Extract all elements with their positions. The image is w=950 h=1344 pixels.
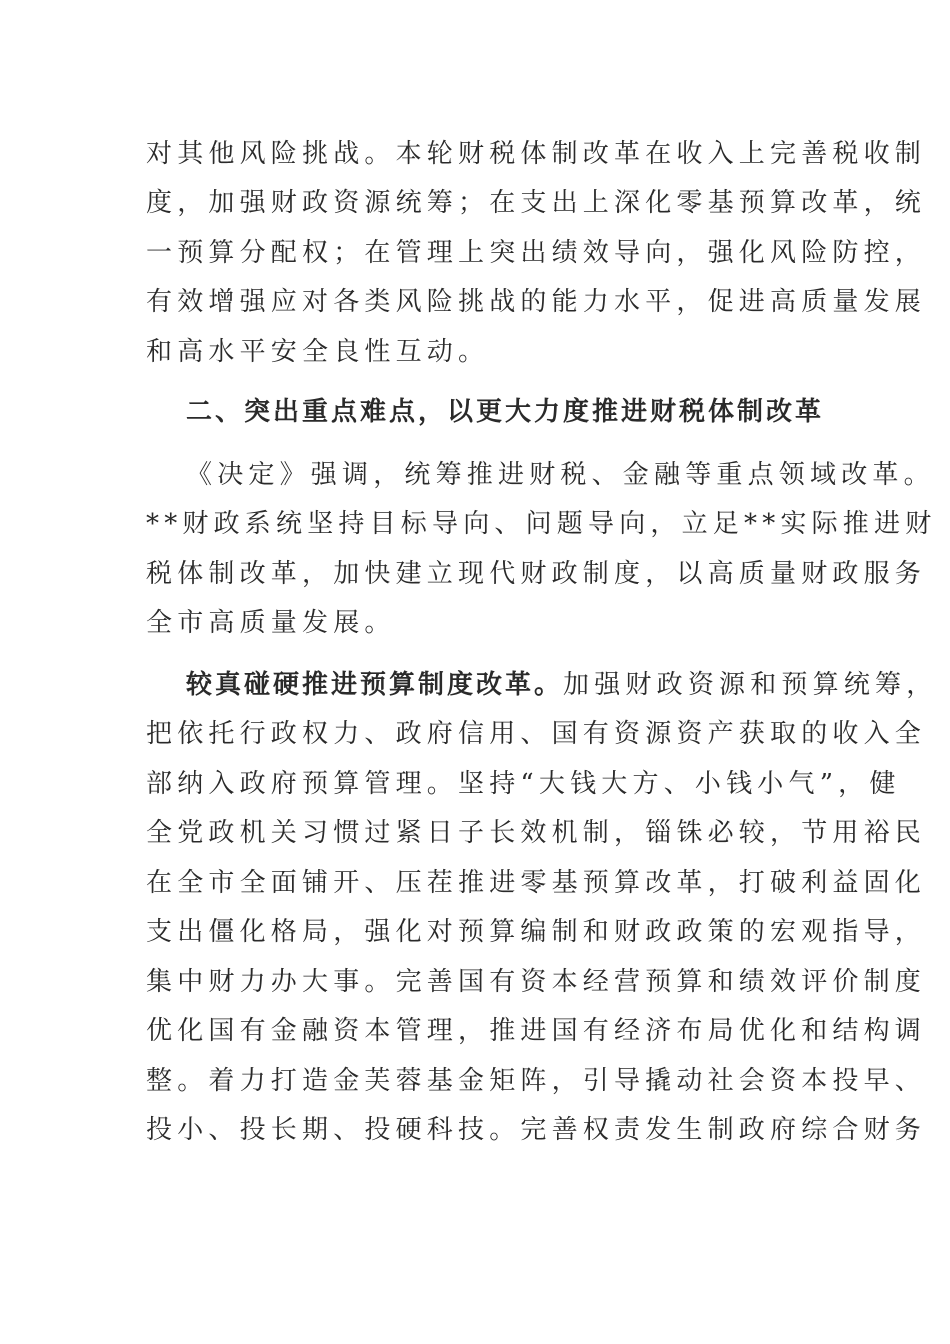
paragraph-2-line-1: 《决定》强调，统筹推进财税、金融等重点领域改革。 bbox=[186, 460, 935, 490]
paragraph-3-line-1 bbox=[186, 660, 938, 710]
paragraph-3-lead-text: 加强财政资源和预算统筹， bbox=[563, 670, 938, 700]
paragraph-1-line-2: 度，加强财政资源统筹；在支出上深化零基预算改革，统 bbox=[146, 188, 927, 218]
paragraph-1-line-5: 和高水平安全良性互动。 bbox=[146, 337, 490, 367]
paragraph-3-line-6: 支出僵化格局，强化对预算编制和财政政策的宏观指导， bbox=[146, 917, 927, 947]
paragraph-2-line-3: 税体制改革，加快建立现代财政制度，以高质量财政服务 bbox=[146, 559, 927, 589]
paragraph-3-line-7: 集中财力办大事。完善国有资本经营预算和绩效评价制度 bbox=[146, 967, 927, 997]
paragraph-3-line-4: 全党政机关习惯过紧日子长效机制，锱铢必较，节用裕民 bbox=[146, 818, 927, 848]
paragraph-3-line-3: 部纳入政府预算管理。坚持“大钱大方、小钱小气”，健 bbox=[146, 769, 901, 799]
paragraph-1-line-3: 一预算分配权；在管理上突出绩效导向，强化风险防控， bbox=[146, 238, 927, 268]
paragraph-1-line-4: 有效增强应对各类风险挑战的能力水平，促进高质量发展 bbox=[146, 287, 927, 317]
paragraph-3-line-5: 在全市全面铺开、压茬推进零基预算改革，打破利益固化 bbox=[146, 868, 927, 898]
paragraph-3-lead-heading: 较真碰硬推进预算制度改革。 bbox=[186, 670, 564, 700]
paragraph-3-line-8: 优化国有金融资本管理，推进国有经济布局优化和结构调 bbox=[146, 1016, 927, 1046]
paragraph-2-line-2: **财政系统坚持目标导向、问题导向，立足**实际推进财 bbox=[146, 509, 937, 539]
paragraph-1-line-1: 对其他风险挑战。本轮财税体制改革在收入上完善税收制 bbox=[146, 139, 927, 169]
section-heading: 二、突出重点难点，以更大力度推进财税体制改革 bbox=[186, 397, 825, 427]
paragraph-3-line-2: 把依托行政权力、政府信用、国有资源资产获取的收入全 bbox=[146, 719, 927, 749]
paragraph-2-line-4: 全市高质量发展。 bbox=[146, 608, 396, 638]
paragraph-3-line-9: 整。着力打造金芙蓉基金矩阵，引导撬动社会资本投早、 bbox=[146, 1066, 927, 1096]
paragraph-3-line-10: 投小、投长期、投硬科技。完善权责发生制政府综合财务 bbox=[146, 1115, 927, 1145]
